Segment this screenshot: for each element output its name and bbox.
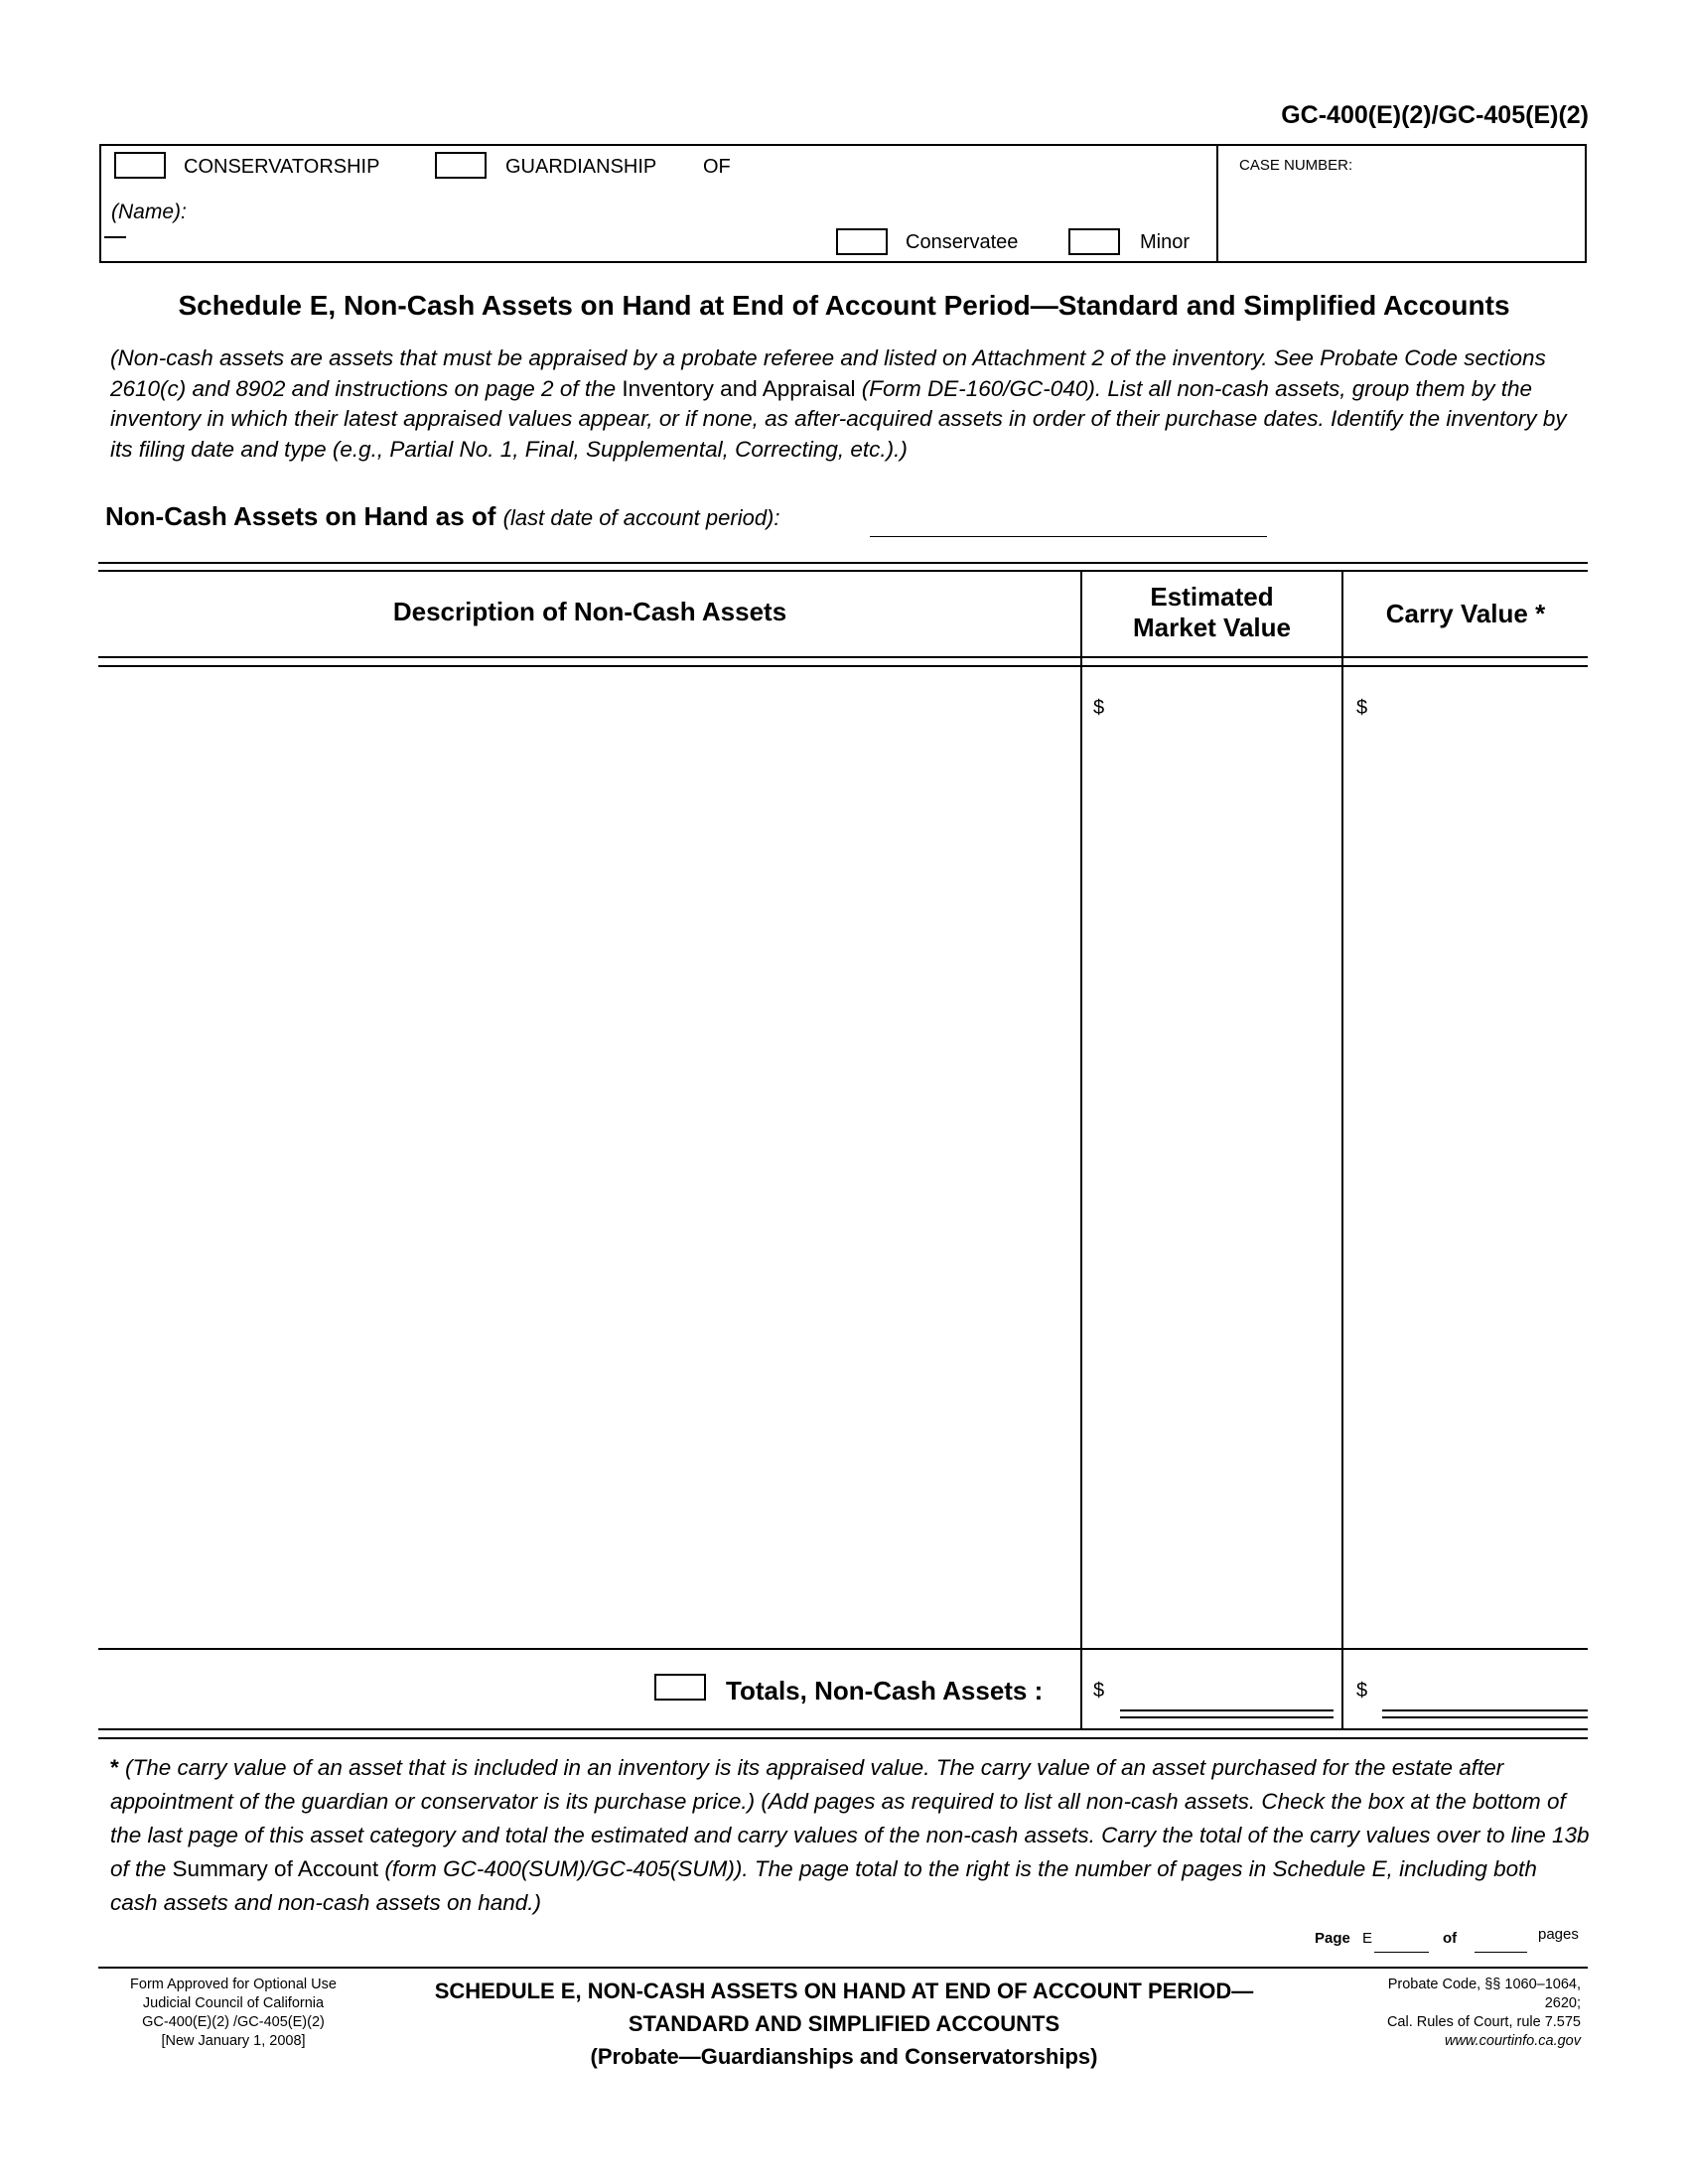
conservatee-checkbox[interactable]: [836, 228, 888, 255]
intro-part1: (Non-cash assets are assets that must be appraised by a probate referee and listed on Attachment 2 of the inventory. See Probate Code sections 2610(c) and 8902 and instructions on page 2 of the: [110, 345, 1546, 401]
totals-market-dollar: $: [1093, 1680, 1105, 1702]
col-divider-1: [1080, 570, 1082, 1729]
totals-carry-value-input[interactable]: [1382, 1678, 1588, 1707]
market-value-header-line1: Estimated: [1150, 582, 1274, 612]
of-label: OF: [703, 156, 731, 178]
carry-value-dollar: $: [1356, 697, 1368, 719]
conservatorship-checkbox[interactable]: [114, 152, 166, 179]
footnote-summary-title: Summary of Account: [172, 1856, 379, 1881]
footer-left-line1: Form Approved for Optional Use: [130, 1977, 337, 1992]
footer-right-line3: Cal. Rules of Court, rule 7.575: [1386, 2014, 1581, 2030]
intro-part3: (Form DE-160/GC-040). List all non-cash assets, group them by the inventory in which their latest appraised values appear, or if none, as after-acquired assets in order of their purchase dates. Identify the inventory by its filing date and type (e.g., Partial No. 1, Final, Supplemental, Correcting, etc.).): [110, 375, 1567, 462]
page-number-input[interactable]: [1374, 1932, 1429, 1953]
totals-market-value-input[interactable]: [1120, 1678, 1334, 1707]
totals-carry-underline-2: [1382, 1716, 1588, 1718]
minor-label: Minor: [1140, 231, 1191, 253]
footer-rule: [98, 1967, 1588, 1969]
footer-center: [367, 1975, 1321, 2073]
as-of-row: [105, 501, 780, 532]
table-top-rule-1: [98, 562, 1588, 564]
conservatorship-label: CONSERVATORSHIP: [184, 156, 380, 178]
table-top-rule-2: [98, 570, 1588, 572]
guardianship-checkbox[interactable]: [435, 152, 487, 179]
name-label: (Name):: [111, 201, 187, 223]
totals-market-underline-1: [1120, 1709, 1334, 1711]
col-carry-value-header: Carry Value *: [1385, 599, 1546, 628]
footer-center-line1: SCHEDULE E, NON-CASH ASSETS ON HAND AT END OF ACCOUNT PERIOD—: [434, 1979, 1254, 2003]
page-label: Page: [1315, 1930, 1350, 1947]
totals-market-underline-2: [1120, 1716, 1334, 1718]
page-of-label: of: [1443, 1930, 1458, 1947]
footer-left-line2: Judicial Council of California: [142, 1995, 325, 2011]
footnote-part3: (form GC-400(SUM)/GC-405(SUM)). The page total to the right is the number of pages in Schedule E, including both cash assets and non-cash assets on hand.): [110, 1856, 1537, 1915]
col-market-value-header: [1082, 582, 1341, 643]
market-value-header-line2: Market Value: [1133, 613, 1291, 642]
footer-website-link[interactable]: www.courtinfo.ca.gov: [1444, 2033, 1581, 2049]
as-of-date-input[interactable]: [870, 504, 1267, 537]
footer-right: [1321, 1976, 1581, 2051]
footer-right-line1: Probate Code, §§ 1060–1064,: [1387, 1977, 1581, 1992]
footnote-part1: (The carry value of an asset that is included in an inventory is its appraised value. The carry value of an asset purchased for the estate after appointment of the guardian or conservator is its purchase price.) (Add pages as required to list all non-cash assets. Check the box at the bottom of the last page of this asset category and total the estimated and carry values of the non-cash assets. Carry the total of the carry values over to line 13b of the: [110, 1755, 1590, 1881]
header-bottom-rule-1: [98, 656, 1588, 658]
header-bottom-rule-2: [98, 665, 1588, 667]
guardianship-label: GUARDIANSHIP: [505, 156, 657, 178]
footer-center-line2: STANDARD AND SIMPLIFIED ACCOUNTS: [628, 2011, 1060, 2036]
footer-left-line4: [New January 1, 2008]: [161, 2033, 306, 2049]
intro-inventory-title: Inventory and Appraisal: [622, 375, 856, 401]
market-value-dollar: $: [1093, 697, 1105, 719]
asset-description-area[interactable]: [104, 675, 1072, 1643]
schedule-title: Schedule E, Non-Cash Assets on Hand at End of Account Period—Standard and Simplified Accounts: [178, 290, 1510, 321]
footnote-star: *: [110, 1755, 119, 1780]
as-of-label: Non-Cash Assets on Hand as of: [105, 501, 496, 531]
footer-right-line2: 2620;: [1544, 1995, 1581, 2011]
intro-paragraph: [110, 343, 1595, 465]
totals-label: Totals, Non-Cash Assets :: [726, 1676, 1044, 1706]
table-bottom-rule-2: [98, 1737, 1588, 1739]
totals-carry-dollar: $: [1356, 1680, 1368, 1702]
conservatee-label: Conservatee: [906, 231, 1019, 253]
minor-checkbox[interactable]: [1068, 228, 1120, 255]
as-of-hint: (last date of account period):: [502, 505, 780, 530]
totals-carry-underline-1: [1382, 1709, 1588, 1711]
carry-value-footnote: [110, 1751, 1590, 1920]
name-tick: [104, 236, 126, 238]
name-input[interactable]: [209, 197, 804, 224]
table-bottom-rule-1: [98, 1728, 1588, 1730]
case-number-input[interactable]: [1231, 179, 1569, 253]
col-divider-2: [1341, 570, 1343, 1729]
footer-left-line3: GC-400(E)(2) /GC-405(E)(2): [142, 2014, 325, 2030]
col-description-header: Description of Non-Cash Assets: [392, 597, 787, 626]
carry-value-area[interactable]: [1375, 685, 1584, 1638]
case-number-label: CASE NUMBER:: [1239, 157, 1353, 174]
last-page-checkbox[interactable]: [654, 1674, 706, 1701]
pages-label: pages: [1538, 1926, 1579, 1943]
form-number: GC-400(E)(2)/GC-405(E)(2): [1281, 101, 1589, 129]
market-value-area[interactable]: [1112, 685, 1336, 1638]
footer-center-line3: (Probate—Guardianships and Conservatorships): [590, 2044, 1098, 2069]
caption-divider: [1216, 144, 1218, 263]
footer-left: [99, 1976, 367, 2051]
page-prefix: E: [1362, 1930, 1373, 1947]
totals-top-rule: [98, 1648, 1588, 1650]
total-pages-input[interactable]: [1475, 1932, 1527, 1953]
